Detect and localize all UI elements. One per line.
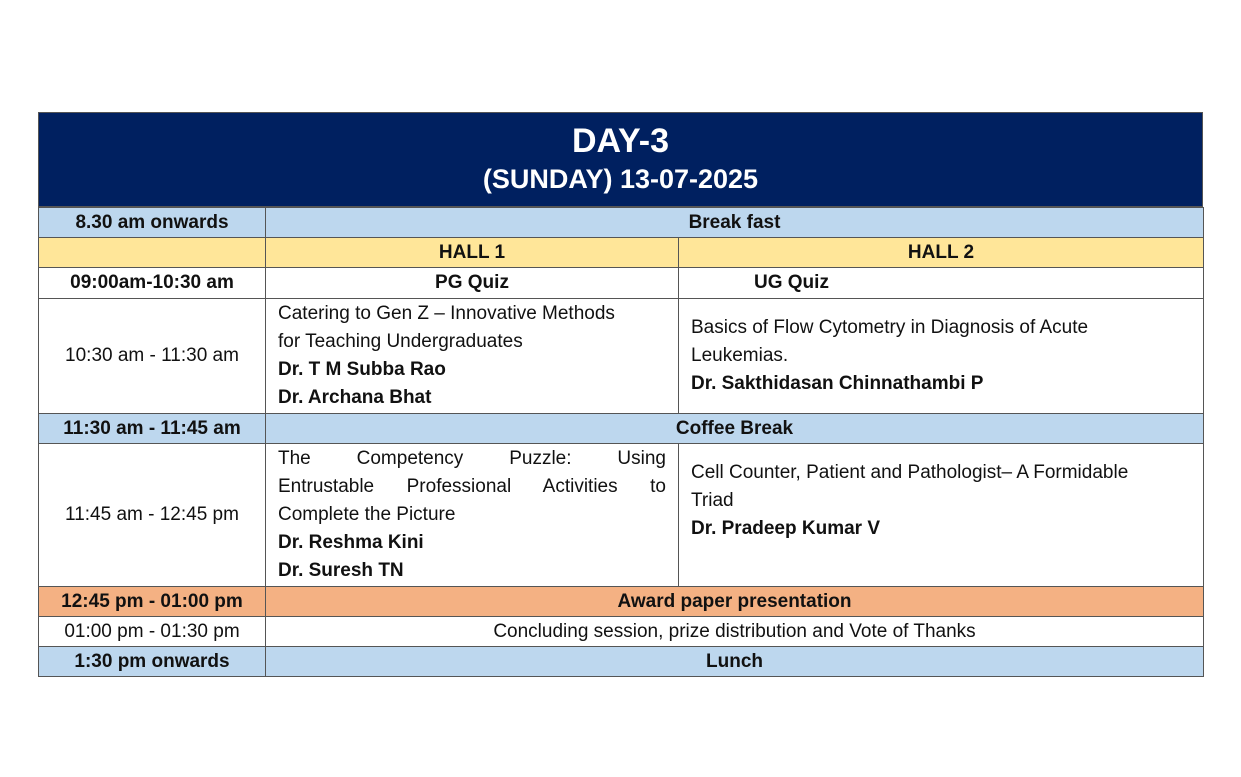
session1-hall1 (266, 299, 679, 414)
lunch-row (39, 647, 1204, 677)
hall-header-row (39, 238, 1204, 268)
session1-hall1-speaker2: Dr. Archana Bhat (278, 387, 432, 408)
award-row (39, 587, 1204, 617)
session2-hall1-title-line1: The Competency Puzzle: Using (278, 448, 666, 469)
concluding-time: 01:00 pm - 01:30 pm (39, 617, 266, 647)
hall2-header: HALL 2 (679, 238, 1204, 268)
award-label: Award paper presentation (266, 587, 1204, 617)
coffee-row (39, 414, 1204, 444)
breakfast-row (39, 208, 1204, 238)
day-date: (SUNDAY) 13-07-2025 (482, 164, 759, 194)
breakfast-label: Break fast (266, 208, 1204, 238)
session2-hall2-title-line2: Triad (691, 490, 734, 511)
session2-hall1-title-line2: Entrustable Professional Activities to (278, 476, 666, 497)
session1-hall1-speaker1: Dr. T M Subba Rao (278, 359, 446, 380)
quiz-time: 09:00am-10:30 am (39, 268, 266, 299)
session1-hall2-title-line1: Basics of Flow Cytometry in Diagnosis of Acute (691, 317, 1089, 338)
session2-time: 11:45 am - 12:45 pm (39, 444, 266, 587)
coffee-label: Coffee Break (266, 414, 1204, 444)
hall1-header: HALL 1 (266, 238, 679, 268)
session2-hall2-speaker1: Dr. Pradeep Kumar V (691, 518, 881, 539)
schedule-table (38, 112, 1203, 677)
session1-row (39, 299, 1204, 414)
lunch-time: 1:30 pm onwards (39, 647, 266, 677)
session2-row (39, 444, 1204, 587)
session2-hall2 (679, 444, 1204, 587)
pg-quiz: PG Quiz (266, 268, 679, 299)
lunch-label: Lunch (266, 647, 1204, 677)
session1-hall2-title-line2: Leukemias. (691, 345, 789, 366)
day-header (38, 112, 1203, 207)
quiz-row (39, 268, 1204, 299)
session1-hall2-speaker1: Dr. Sakthidasan Chinnathambi P (691, 373, 984, 394)
session2-hall1-speaker1: Dr. Reshma Kini (278, 532, 424, 553)
hall-header-empty (39, 238, 266, 268)
breakfast-time: 8.30 am onwards (39, 208, 266, 238)
session1-time: 10:30 am - 11:30 am (39, 299, 266, 414)
concluding-row (39, 617, 1204, 647)
session2-hall1 (266, 444, 679, 587)
concluding-label: Concluding session, prize distribution and Vote of Thanks (266, 617, 1204, 647)
session1-hall1-title-line1: Catering to Gen Z – Innovative Methods (278, 303, 615, 324)
session1-hall1-title-line2: for Teaching Undergraduates (278, 331, 523, 352)
coffee-time: 11:30 am - 11:45 am (39, 414, 266, 444)
session2-hall1-title-line3: Complete the Picture (278, 504, 456, 525)
session1-hall2 (679, 299, 1204, 414)
session2-hall1-speaker2: Dr. Suresh TN (278, 560, 404, 581)
session2-hall2-title-line1: Cell Counter, Patient and Pathologist– A Formidable (691, 462, 1129, 483)
schedule-grid (38, 207, 1204, 677)
ug-quiz: UG Quiz (679, 268, 1204, 299)
day-title: DAY-3 (571, 122, 670, 160)
award-time: 12:45 pm - 01:00 pm (39, 587, 266, 617)
